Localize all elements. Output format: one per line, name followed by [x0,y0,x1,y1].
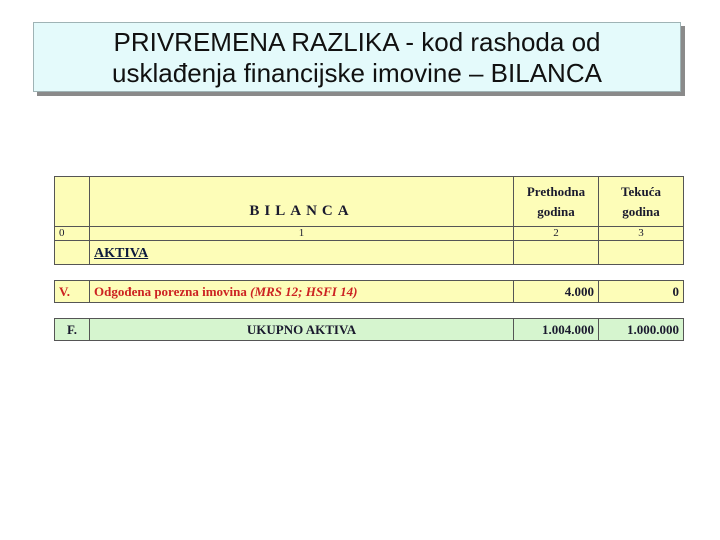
slide-title-line-2: usklađenja financijske imovine – BILANCA [112,58,602,88]
row-label: UKUPNO AKTIVA [90,319,514,341]
spacer-row [55,265,684,281]
aktiva-row [55,241,684,265]
aktiva-empty-cell [55,241,90,265]
column-number-1: 1 [90,227,514,241]
column-number-3: 3 [599,227,684,241]
slide-title-box [33,22,681,92]
header-prethodna-line1: Prethodna [526,183,586,199]
header-prethodna-godina [514,177,599,227]
row-prethodna-value: 4.000 [514,281,599,303]
column-number-0: 0 [55,227,90,241]
row-code: V. [55,281,90,303]
row-tekuca-value: 1.000.000 [599,319,684,341]
slide-title-line-1: PRIVREMENA RAZLIKA - kod rashoda od [113,27,601,57]
aktiva-label: AKTIVA [90,241,514,265]
header-empty-cell [55,177,90,227]
table-row-odgodena-porezna-imovina [55,281,684,303]
table-row-ukupno-aktiva [55,319,684,341]
row-prethodna-value: 1.004.000 [514,319,599,341]
column-number-2: 2 [514,227,599,241]
header-tekuca-line1: Tekuća [621,183,661,199]
spacer-row [55,303,684,319]
header-row [55,177,684,227]
header-tekuca-godina [599,177,684,227]
header-tekuca-line2: godina [622,203,660,219]
row-label-main: Odgođena porezna imovina [94,283,247,299]
aktiva-empty-cell [599,241,684,265]
bilanca-sheet [54,176,683,341]
row-label-ref: (MRS 12; HSFI 14) [250,283,358,299]
bilanca-table [54,176,684,341]
header-prethodna-line2: godina [537,203,575,219]
row-label [90,281,514,303]
column-number-row [55,227,684,241]
aktiva-empty-cell [514,241,599,265]
header-bilanca: BILANCA [90,177,514,227]
row-tekuca-value: 0 [599,281,684,303]
row-code: F. [55,319,90,341]
